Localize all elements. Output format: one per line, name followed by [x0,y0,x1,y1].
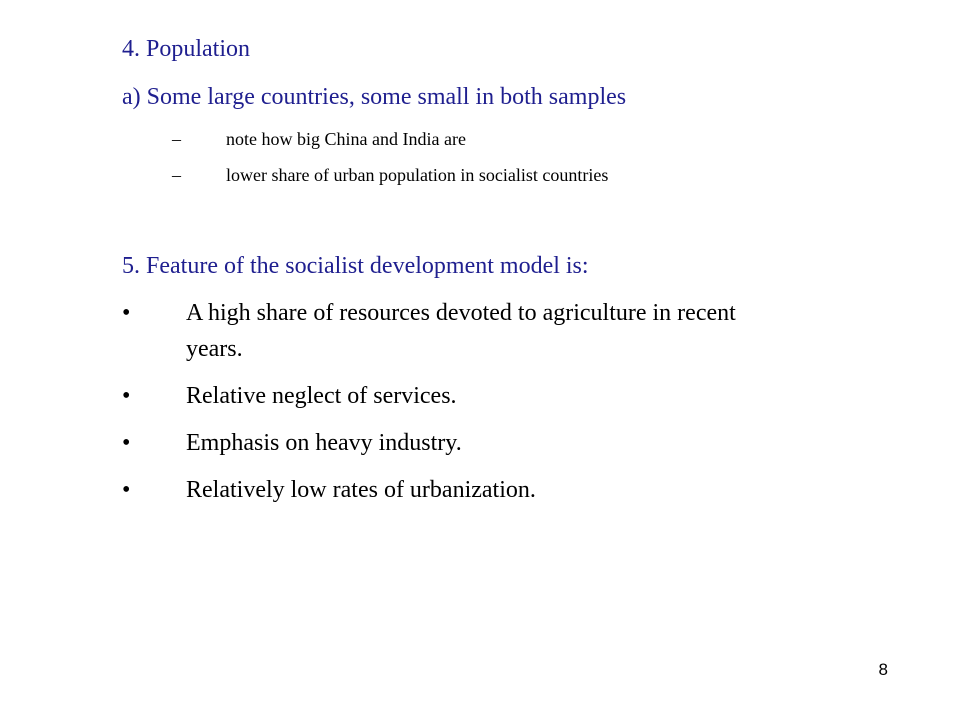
bullet-text: A high share of resources devoted to agriculture in recent [186,300,736,326]
bullet-marker: • [122,477,131,503]
bullet-marker: • [122,430,131,456]
bullet-text: Relative neglect of services. [186,383,457,409]
page-number: 8 [878,660,888,679]
dash-marker: – [172,129,181,149]
bullet-item [0,477,960,507]
section-5-title: 5. Feature of the socialist development model is: [122,253,589,279]
subpoint-2 [0,165,960,189]
dash-marker: – [172,165,181,185]
subpoint-text: note how big China and India are [226,129,466,149]
section-4-title: 4. Population [122,36,251,62]
subpoint-text: lower share of urban population in socialist countries [226,165,609,185]
bullet-item [0,383,960,413]
bullet-item [0,430,960,460]
bullet-text: Relatively low rates of urbanization. [186,477,536,503]
bullet-text-continued: years. [186,336,243,362]
subpoint-1 [0,129,960,153]
point-a: a) Some large countries, some small in both samples [122,84,627,110]
bullet-marker: • [122,300,131,326]
bullet-marker: • [122,383,131,409]
bullet-text: Emphasis on heavy industry. [186,430,462,456]
bullet-item [0,300,960,330]
